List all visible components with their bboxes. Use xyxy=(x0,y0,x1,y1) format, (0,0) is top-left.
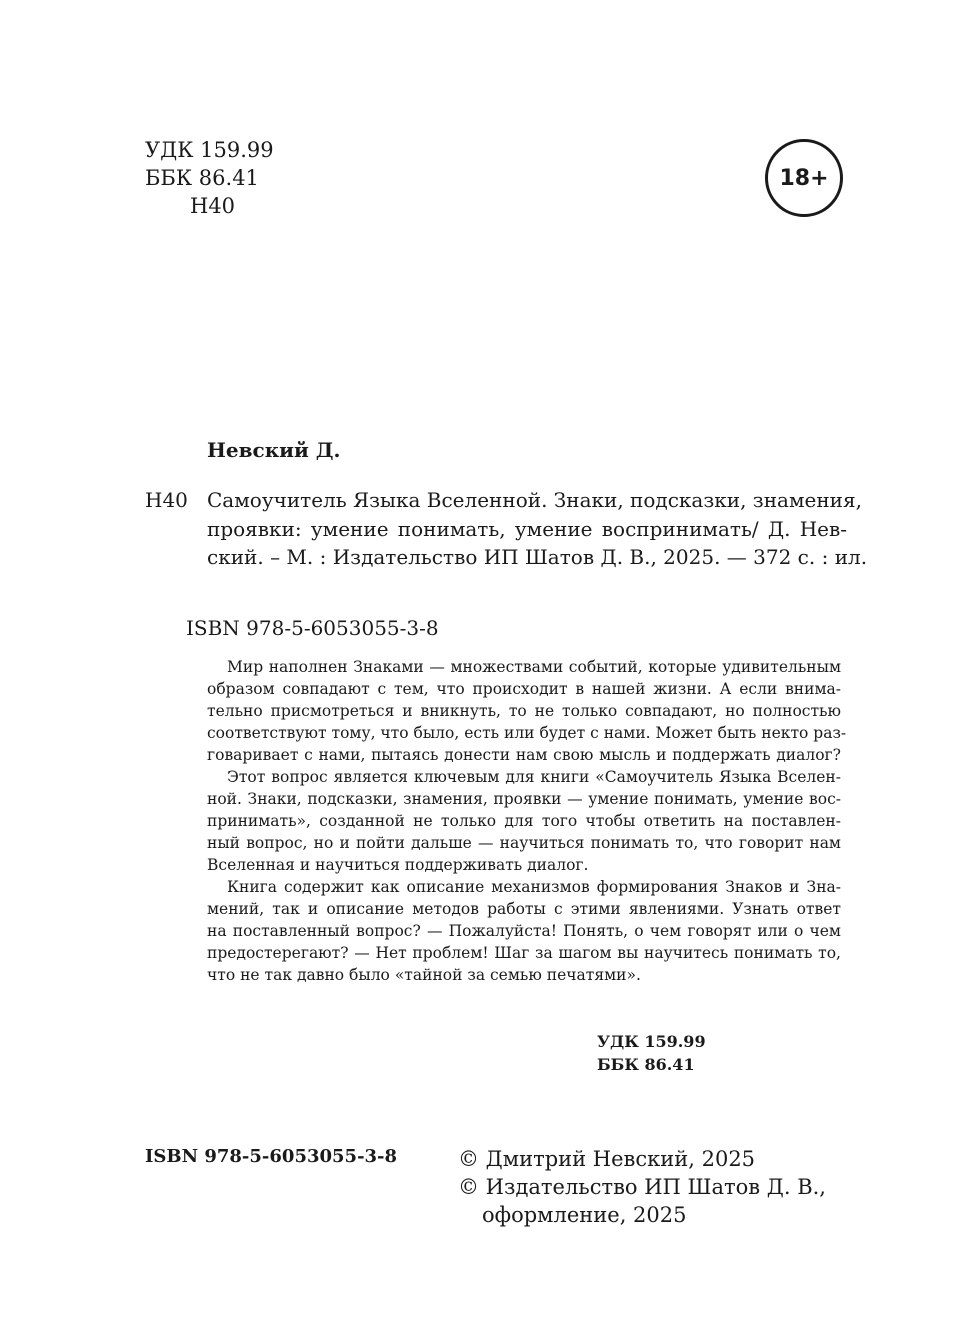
annotation-line: Вселенная и научиться поддерживать диалог. xyxy=(207,856,589,874)
copyright-block xyxy=(458,1145,826,1229)
annotation-line: предостерегают? — Нет проблем! Шаг за шагом вы научитесь понимать то, xyxy=(207,944,841,962)
annotation xyxy=(207,656,847,986)
author-heading: Невский Д. xyxy=(207,438,341,462)
annotation-line: Книга содержит как описание механизмов формирования Знаков и Зна- xyxy=(227,878,841,896)
age-rating-badge xyxy=(765,139,843,217)
copyright-author: © Дмитрий Невский, 2025 xyxy=(458,1147,756,1171)
annotation-line: мений, так и описание методов работы с этими явлениями. Узнать ответ xyxy=(207,900,841,918)
annotation-paragraph xyxy=(207,656,847,766)
annotation-line: соответствуют тому, что было, есть или будет с нами. Может быть некто раз- xyxy=(207,724,847,742)
bib-line: проявки: умение понимать, умение воспринимать/ Д. Нев- xyxy=(207,516,847,541)
copyright-publisher-cont: оформление, 2025 xyxy=(482,1203,687,1227)
udc-code-bottom: УДК 159.99 xyxy=(597,1032,706,1051)
annotation-paragraph xyxy=(207,876,841,986)
age-rating-label: 18+ xyxy=(779,165,829,191)
annotation-paragraph xyxy=(207,766,841,876)
annotation-line: ный вопрос, но и пойти дальше — научиться понимать то, что говорит нам xyxy=(207,834,841,852)
bibliographic-entry xyxy=(207,486,868,572)
bib-line: ский. – М. : Издательство ИП Шатов Д. В., 2025. — 372 с. : ил. xyxy=(207,545,868,569)
annotation-line: на поставленный вопрос? — Пожалуйста! Понять, о чем говорят или о чем xyxy=(207,922,841,940)
bbk-code-bottom: ББК 86.41 xyxy=(597,1055,695,1074)
annotation-line: ной. Знаки, подсказки, знамения, проявки — умение понимать, умение вос- xyxy=(207,790,841,808)
annotation-line: Мир наполнен Знаками — множествами событий, которые удивительным xyxy=(227,658,841,676)
annotation-line: Этот вопрос является ключевым для книги «Самоучитель Языка Вселен- xyxy=(227,768,841,786)
classification-codes-top xyxy=(145,136,274,220)
classification-codes-bottom xyxy=(597,1030,706,1076)
annotation-line: образом совпадают с тем, что происходит в нашей жизни. А если внима- xyxy=(207,680,841,698)
bib-author-mark: Н40 xyxy=(145,488,188,512)
copyright-publisher: © Издательство ИП Шатов Д. В., xyxy=(458,1175,826,1199)
isbn-bottom: ISBN 978-5-6053055-3-8 xyxy=(145,1146,398,1167)
bbk-code: ББК 86.41 xyxy=(145,166,259,190)
annotation-line: тельно присмотреться и вникнуть, то не только совпадают, но полностью xyxy=(207,702,841,720)
annotation-line: что не так давно было «тайной за семью печатями». xyxy=(207,966,641,984)
udc-code: УДК 159.99 xyxy=(145,138,274,162)
author-mark: Н40 xyxy=(190,194,236,218)
annotation-line: принимать», созданной не только для того чтобы ответить на поставлен- xyxy=(207,812,841,830)
bib-line: Самоучитель Языка Вселенной. Знаки, подсказки, знамения, xyxy=(207,488,862,512)
isbn-mid: ISBN 978-5-6053055-3-8 xyxy=(186,616,439,640)
annotation-line: говаривает с нами, пытаясь донести нам свою мысль и поддержать диалог? xyxy=(207,746,841,764)
